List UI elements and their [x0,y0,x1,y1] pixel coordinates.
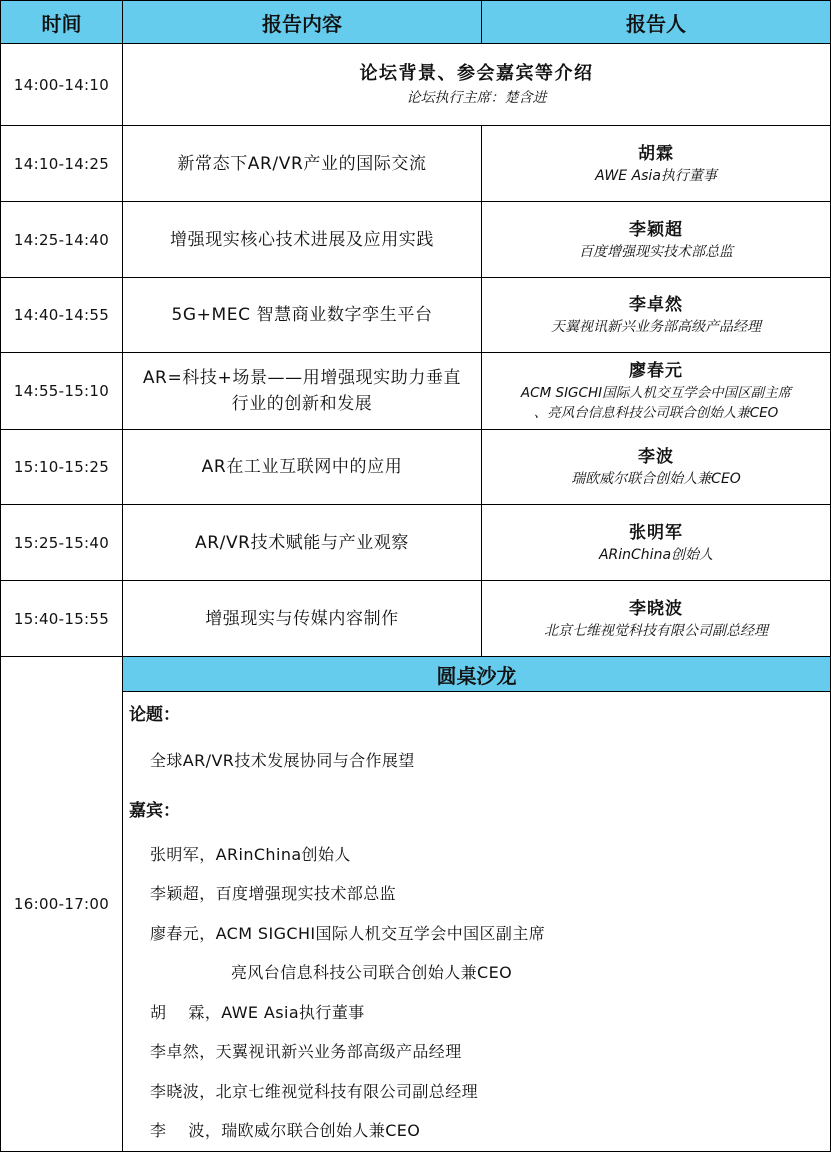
guest-name-first: 李 [150,1121,167,1140]
guest-item: 张明军，ARinChina创始人 [150,845,351,864]
roundtable-body-row [1,692,831,1152]
guest-title: ARinChina创始人 [215,845,351,864]
session-topic: 增强现实核心技术进展及应用实践 [123,202,482,278]
session-topic: 增强现实与传媒内容制作 [123,581,482,657]
speaker-name: 李颖超 [629,219,683,240]
roundtable-topic: 全球AR/VR技术发展协同与合作展望 [150,751,415,770]
header-topic: 报告内容 [123,1,482,44]
session-speaker [482,202,831,278]
speaker-name: 李晓波 [629,598,683,619]
intro-cell [123,44,831,126]
intro-title: 论坛背景、参会嘉宾等介绍 [359,62,594,84]
session-row [1,430,831,505]
speaker-title: AWE Asia执行董事 [595,167,717,184]
speaker-name: 李波 [638,447,674,467]
roundtable-body [123,692,831,1152]
session-speaker [482,430,831,505]
guest-item: 李卓然，天翼视讯新兴业务部高级产品经理 [150,1042,462,1061]
session-topic [123,353,482,430]
guest-item: 李晓波，北京七维视觉科技有限公司副总经理 [150,1082,479,1101]
speaker-title-line2: 、亮风台信息科技公司联合创始人兼CEO [533,405,779,421]
guest-name: 张明军 [150,845,200,864]
guest-title: 瑞欧威尔联合创始人兼CEO [221,1121,421,1140]
speaker-name: 廖春元 [629,361,683,381]
speaker-title: ARinChina创始人 [598,546,714,563]
speaker-title: 百度增强现实技术部总监 [579,243,733,260]
guest-title: 天翼视讯新兴业务部高级产品经理 [215,1042,462,1061]
session-speaker [482,505,831,581]
guest-item: 廖春元，ACM SIGCHI国际人机交互学会中国区副主席 [150,924,546,943]
guest-item: 胡 霖，AWE Asia执行董事 [150,1003,365,1022]
speaker-name: 胡霖 [638,143,674,164]
guest-title: ACM SIGCHI国际人机交互学会中国区副主席 [215,924,546,943]
speaker-name: 李卓然 [629,295,683,315]
intro-time: 14:00-14:10 [1,44,123,126]
guest-name: 李颖超 [150,884,200,903]
session-speaker [482,581,831,657]
session-time: 15:25-15:40 [1,505,123,581]
guest-item: 李 波，瑞欧威尔联合创始人兼CEO [150,1121,421,1140]
table-header-row [1,1,831,44]
session-time: 14:25-14:40 [1,202,123,278]
guest-title: 北京七维视觉科技有限公司副总经理 [215,1082,479,1101]
header-speaker: 报告人 [482,1,831,44]
guest-name-second: 霖 [188,1003,205,1022]
speaker-title-line1: ACM SIGCHI国际人机交互学会中国区副主席 [520,385,792,401]
intro-chair: 论坛执行主席：楚含进 [406,89,547,106]
session-time: 15:40-15:55 [1,581,123,657]
session-row [1,278,831,353]
speaker-title: 瑞欧威尔联合创始人兼CEO [571,471,741,487]
roundtable-topic-label: 论题： [129,705,180,725]
intro-row [1,44,831,126]
session-topic-line2: 行业的创新和发展 [231,394,373,414]
session-time: 14:55-15:10 [1,353,123,430]
session-speaker [482,353,831,430]
session-row [1,505,831,581]
session-time: 14:40-14:55 [1,278,123,353]
header-time: 时间 [1,1,123,44]
guest-title-continued: 亮风台信息科技公司联合创始人兼CEO [231,963,513,982]
speaker-title: 天翼视讯新兴业务部高级产品经理 [551,319,761,335]
roundtable-guests-label: 嘉宾： [129,801,180,821]
session-speaker [482,278,831,353]
roundtable-time: 16:00-17:00 [1,657,123,1152]
roundtable-heading-row [1,657,831,692]
guest-name: 廖春元 [150,924,200,943]
guest-name-second: 波 [188,1121,205,1140]
guest-item: 李颖超，百度增强现实技术部总监 [150,884,397,903]
guest-name: 李卓然 [150,1042,200,1061]
session-row [1,581,831,657]
session-topic: 5G+MEC 智慧商业数字孪生平台 [123,278,482,353]
session-time: 14:10-14:25 [1,126,123,202]
session-topic: 新常态下AR/VR产业的国际交流 [123,126,482,202]
session-topic-line1: AR=科技+场景——用增强现实助力垂直 [142,368,462,388]
session-row [1,126,831,202]
guest-title: 百度增强现实技术部总监 [215,884,397,903]
session-speaker [482,126,831,202]
guest-name: 李晓波 [150,1082,200,1101]
session-row [1,353,831,430]
session-row [1,202,831,278]
guest-name-first: 胡 [150,1003,167,1022]
session-topic: AR在工业互联网中的应用 [123,430,482,505]
speaker-title: 北京七维视觉科技有限公司副总经理 [544,622,768,639]
roundtable-heading: 圆桌沙龙 [123,657,831,692]
speaker-name: 张明军 [629,522,683,543]
session-topic: AR/VR技术赋能与产业观察 [123,505,482,581]
session-time: 15:10-15:25 [1,430,123,505]
guest-title: AWE Asia执行董事 [221,1003,365,1022]
